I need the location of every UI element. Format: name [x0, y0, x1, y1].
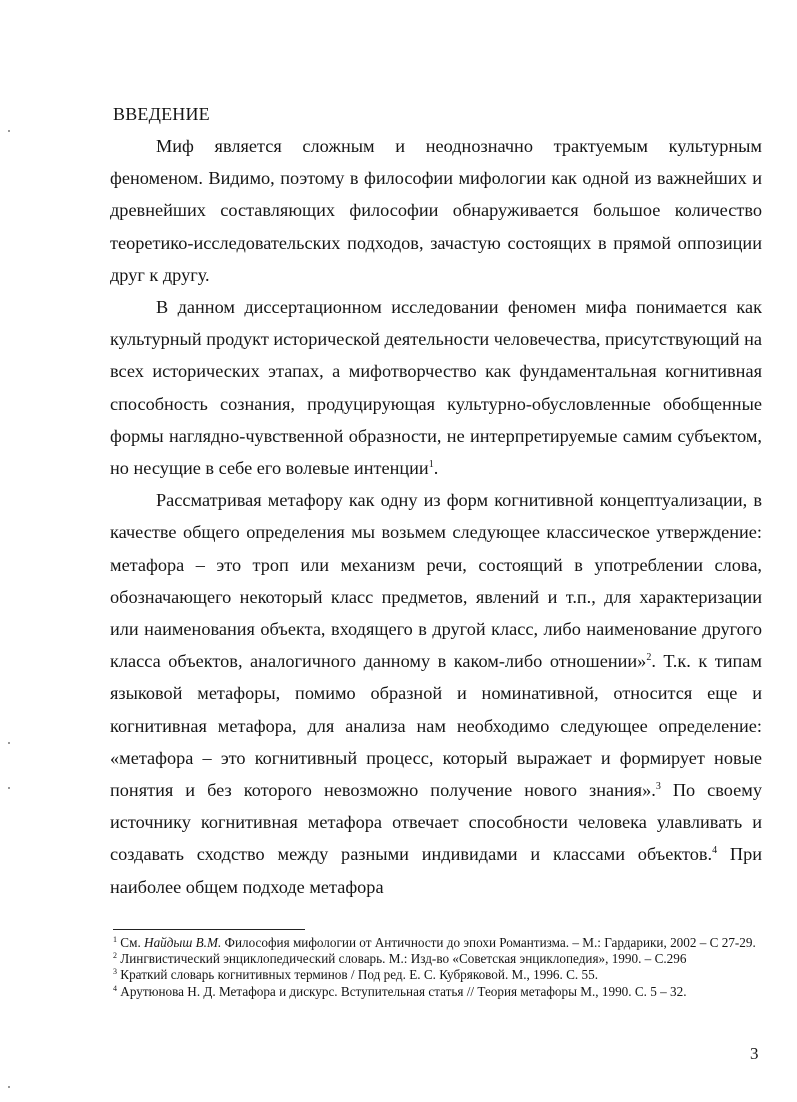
- footnote-3: [113, 967, 761, 983]
- footnote-1: [113, 935, 761, 951]
- paragraph-1: [110, 130, 762, 291]
- footnote-ref-1[interactable]: 1: [428, 459, 434, 471]
- footnotes: [113, 935, 761, 1000]
- paragraph-3-seg4: При наиболее общем подходе метафора: [110, 844, 763, 897]
- footnote-3-number: 3: [113, 967, 117, 977]
- body-text: [110, 130, 762, 903]
- paragraph-1-text: Миф является сложным и неоднозначно трактуемым культурным феноменом. Видимо, поэтому в философии мифологии как одной из важнейших и древнейших составляющих философии обнаруживается большое количество теоретико-исследовательских подходов, зачастую состоящих в прямой оппозиции друг к другу.: [110, 136, 762, 285]
- footnote-4-text: Арутюнова Н. Д. Метафора и дискурс. Вступительная статья // Теория метафоры М., 1990. С. 5 – 32.: [117, 983, 687, 999]
- paragraph-3-seg2: . Т.к. к типам языковой метафоры, помимо образной и номинативной, относится еще и когнитивная метафора, для анализа нам необходимо следующее определение: «метафора – это когнитивный процесс, который выражает и формирует новые понятия и без которого невозможно получение нового знания».: [110, 651, 762, 801]
- paragraph-3-seg3: По своему источнику когнитивная метафора отвечает способности человека улавливать и создавать сходство между разными индивидами и классами объектов.: [110, 780, 762, 865]
- footnote-2: [113, 951, 761, 967]
- scan-speck: [8, 787, 10, 789]
- footnote-ref-2[interactable]: 2: [646, 652, 652, 664]
- paragraph-3-seg1: Рассматривая метафору как одну из форм когнитивной концептуализации, в качестве общего определения мы возьмем следующее классическое утверждение: метафора – это троп или механизм речи, состоящий в употреблении слова, обозначающего некоторый класс предметов, явлений и т.п., для характеризации или наименования объекта, входящего в другой класс, либо наименование другого класса объектов, аналогичного данному в каком-либо отношении»: [110, 490, 762, 672]
- footnote-3-text: Краткий словарь когнитивных терминов / Под ред. Е. С. Кубряковой. М., 1996. С. 55.: [117, 967, 598, 983]
- scan-speck: [8, 742, 10, 744]
- footnote-ref-3[interactable]: 3: [655, 781, 661, 793]
- footnote-divider: [113, 929, 305, 930]
- footnote-2-number: 2: [113, 951, 117, 961]
- section-heading: ВВЕДЕНИЕ: [113, 104, 210, 124]
- paragraph-2-text: В данном диссертационном исследовании феномен мифа понимается как культурный продукт исторической деятельности человечества, присутствующий на всех исторических этапах, а мифотворчество как фундаментальная когнитивная способность сознания, продуцирующая культурно-обусловленные обобщенные формы наглядно-чувственной образности, не интерпретируемые самим субъектом, но несущие в себе его волевые интенции: [110, 297, 762, 479]
- footnote-4-number: 4: [113, 983, 117, 993]
- footnote-2-text: Лингвистический энциклопедический словарь. М.: Изд-во «Советская энциклопедия», 1990. – С.296: [117, 951, 687, 967]
- footnote-1-author: Найдыш В.М.: [144, 935, 222, 950]
- paragraph-2-tail: .: [433, 458, 439, 479]
- paragraph-2: [110, 291, 762, 484]
- paragraph-3: [110, 484, 762, 903]
- scan-speck: [8, 1086, 10, 1088]
- scan-speck: [8, 130, 10, 132]
- footnote-4: [113, 984, 761, 1000]
- footnote-1-text: Философия мифологии от Античности до эпохи Романтизма. – М.: Гардарики, 2002 – С 27-29.: [221, 935, 756, 950]
- footnote-ref-4[interactable]: 4: [712, 845, 718, 857]
- footnote-1-number: 1: [113, 935, 117, 944]
- footnote-1-pre: См.: [117, 935, 145, 950]
- page-number: 3: [750, 1044, 759, 1063]
